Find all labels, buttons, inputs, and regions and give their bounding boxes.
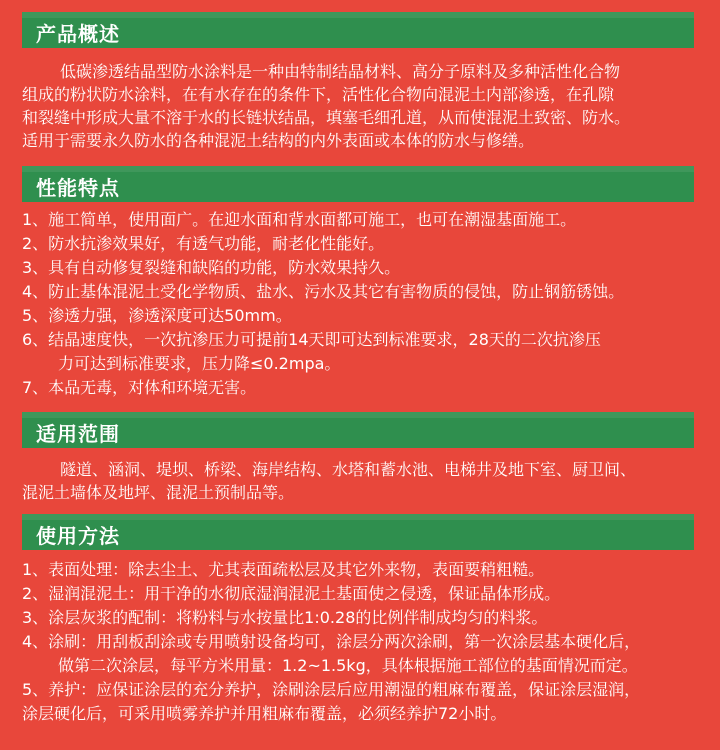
list-item-continuation: 力可达到标准要求，压力降≤0.2mpa。: [58, 354, 341, 373]
section-header-features: [22, 166, 694, 202]
section-header-usage: [22, 514, 694, 550]
section-title-scope: 适用范围: [36, 422, 120, 446]
overview-paragraph: [22, 60, 698, 152]
list-item: 1、表面处理：除去尘土、尤其表面疏松层及其它外来物，表面要稍粗糙。: [22, 560, 545, 579]
list-item-continuation: 做第二次涂层，每平方米用量：1.2~1.5kg，具体根据施工部位的基面情况而定。: [58, 656, 638, 675]
usage-list: [22, 558, 698, 726]
overview-line: 适用于需要永久防水的各种混泥土结构的内外表面或本体的防水与修缮。: [22, 131, 535, 150]
section-title-features: 性能特点: [36, 176, 120, 200]
list-item: 4、防止基体混泥土受化学物质、盐水、污水及其它有害物质的侵蚀，防止钢筋锈蚀。: [22, 282, 625, 301]
list-item: 5、渗透力强，渗透深度可达50mm。: [22, 306, 292, 325]
overview-line: 低碳渗透结晶型防水涂料是一种由特制结晶材料、高分子原料及多种活性化合物: [60, 62, 621, 81]
section-title-overview: 产品概述: [36, 22, 120, 46]
section-title-usage: 使用方法: [36, 524, 120, 548]
scope-line: 隧道、涵洞、堤坝、桥梁、海岸结构、水塔和蓄水池、电梯井及地下室、厨卫间、: [60, 460, 637, 479]
list-item: 5、养护：应保证涂层的充分养护，涂刷涂层后应用潮湿的粗麻布覆盖，保证涂层湿润，: [22, 680, 641, 699]
list-item: 1、施工简单，使用面广。在迎水面和背水面都可施工，也可在潮湿基面施工。: [22, 210, 577, 229]
section-header-overview: [22, 12, 694, 48]
list-item: 2、湿润混泥土：用干净的水彻底湿润混泥土基面使之侵透，保证晶体形成。: [22, 584, 561, 603]
scope-paragraph: [22, 458, 698, 504]
features-list: [22, 208, 698, 400]
list-item-continuation: 涂层硬化后，可采用喷雾养护并用粗麻布覆盖，必须经养护72小时。: [22, 704, 507, 723]
list-item: 3、涂层灰浆的配制：将粉料与水按量比1:0.28的比例伴制成均匀的料浆。: [22, 608, 548, 627]
list-item: 6、结晶速度快，一次抗渗压力可提前14天即可达到标准要求，28天的二次抗渗压: [22, 330, 601, 349]
overview-line: 和裂缝中形成大量不溶于水的长链状结晶，填塞毛细孔道，从而使混泥土致密、防水。: [22, 108, 631, 127]
list-item: 4、涂刷：用刮板刮涂或专用喷射设备均可，涂层分两次涂刷，第一次涂层基本硬化后，: [22, 632, 641, 651]
list-item: 7、本品无毒，对体和环境无害。: [22, 378, 257, 397]
section-header-scope: [22, 412, 694, 448]
list-item: 2、防水抗渗效果好，有透气功能，耐老化性能好。: [22, 234, 385, 253]
scope-line: 混泥土墙体及地坪、混泥土预制品等。: [22, 483, 295, 502]
list-item: 3、具有自动修复裂缝和缺陷的功能，防水效果持久。: [22, 258, 401, 277]
overview-line: 组成的粉状防水涂料，在有水存在的条件下，活性化合物向混泥土内部渗透，在孔隙: [22, 85, 615, 104]
